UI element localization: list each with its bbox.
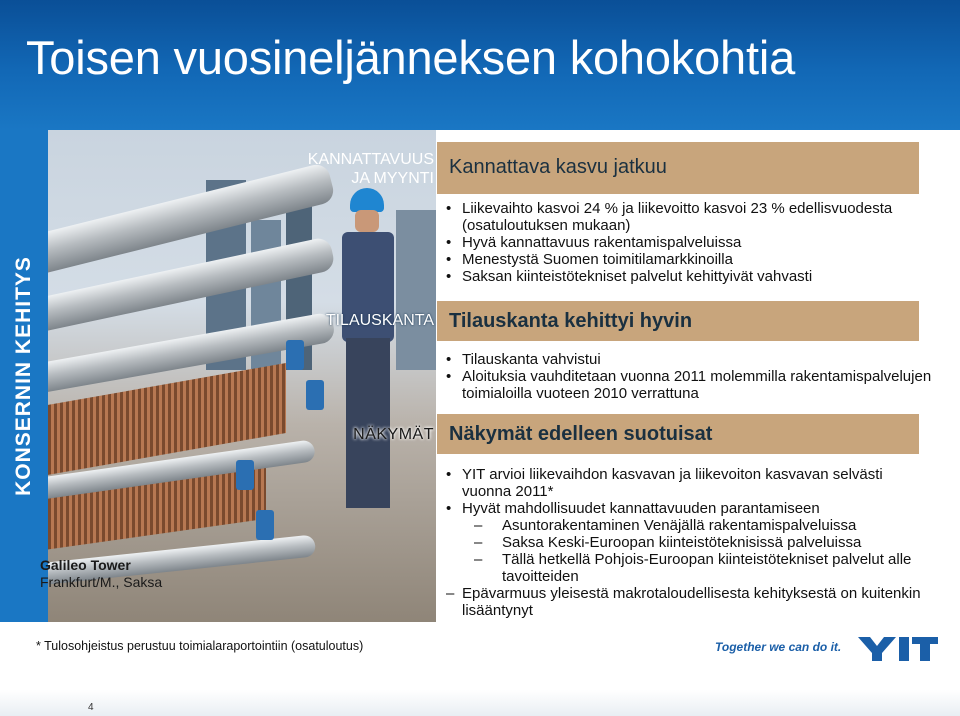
- sub-list-item: – Tällä hetkellä Pohjois-Euroopan kiinteistötekniset palvelut alle tavoitteiden: [444, 551, 934, 585]
- title-band: [0, 0, 960, 130]
- sub-list-item: – Asuntorakentaminen Venäjällä rakentamispalveluissa: [444, 517, 934, 534]
- photo-caption: [40, 557, 162, 591]
- bottom-bar: [0, 690, 960, 716]
- side-label: [0, 130, 48, 622]
- slide-title: Toisen vuosineljänneksen kohokohtia: [26, 31, 796, 84]
- caption-location: Frankfurt/M., Saksa: [40, 574, 163, 590]
- list-item: • Hyvät mahdollisuudet kannattavuuden parantamiseen: [444, 500, 934, 517]
- list-item: • Liikevaihto kasvoi 24 % ja liikevoitto kasvoi 23 % edellisvuodesta (osatuloutuksen mukaan): [444, 200, 934, 234]
- caption-title: Galileo Tower: [40, 557, 131, 573]
- section-label-profitability: [308, 150, 434, 188]
- bullet-list-outlook: [444, 466, 934, 619]
- section-label-line1: KANNATTAVUUS: [307, 151, 434, 168]
- list-item: • Aloituksia vauhditetaan vuonna 2011 molemmilla rakentamispalvelujen toimialoilla vuoteen 2010 verrattuna: [444, 368, 934, 402]
- section-label-order-backlog: TILAUSKANTA: [325, 312, 434, 329]
- footnote: * Tulosohjeistus perustuu toimialaraportointiin (osatuloutus): [36, 639, 364, 653]
- section-heading-order-backlog: Tilauskanta kehittyi hyvin: [437, 301, 919, 341]
- section-heading-outlook: Näkymät edelleen suotuisat: [437, 414, 919, 454]
- list-item: • Saksan kiinteistötekniset palvelut kehittyivät vahvasti: [444, 268, 934, 285]
- section-heading-profitability: Kannattava kasvu jatkuu: [437, 142, 919, 194]
- worker-figure: [340, 188, 396, 518]
- section-label-line2: JA MYYNTI: [351, 170, 434, 187]
- page-number: 4: [88, 702, 94, 713]
- bullet-list-order-backlog: [444, 351, 934, 402]
- list-item: • Menestystä Suomen toimitilamarkkinoilla: [444, 251, 934, 268]
- sub-list-item: – Saksa Keski-Euroopan kiinteistöteknisissä palveluissa: [444, 534, 934, 551]
- yit-logo: [858, 633, 938, 663]
- list-item: • YIT arvioi liikevaihdon kasvavan ja liikevoiton kasvavan selvästi vuonna 2011*: [444, 466, 934, 500]
- side-label-text: KONSERNIN KEHITYS: [12, 256, 35, 496]
- photo-galileo-tower: [36, 130, 436, 622]
- section-label-outlook: NÄKYMÄT: [353, 426, 434, 443]
- list-item-uncertainty: – Epävarmuus yleisestä makrotaloudellisesta kehityksestä on kuitenkin lisääntynyt: [444, 585, 934, 619]
- bullet-list-profitability: [444, 200, 934, 285]
- list-item: • Hyvä kannattavuus rakentamispalveluissa: [444, 234, 934, 251]
- tagline: Together we can do it.: [715, 640, 842, 654]
- list-item: • Tilauskanta vahvistui: [444, 351, 934, 368]
